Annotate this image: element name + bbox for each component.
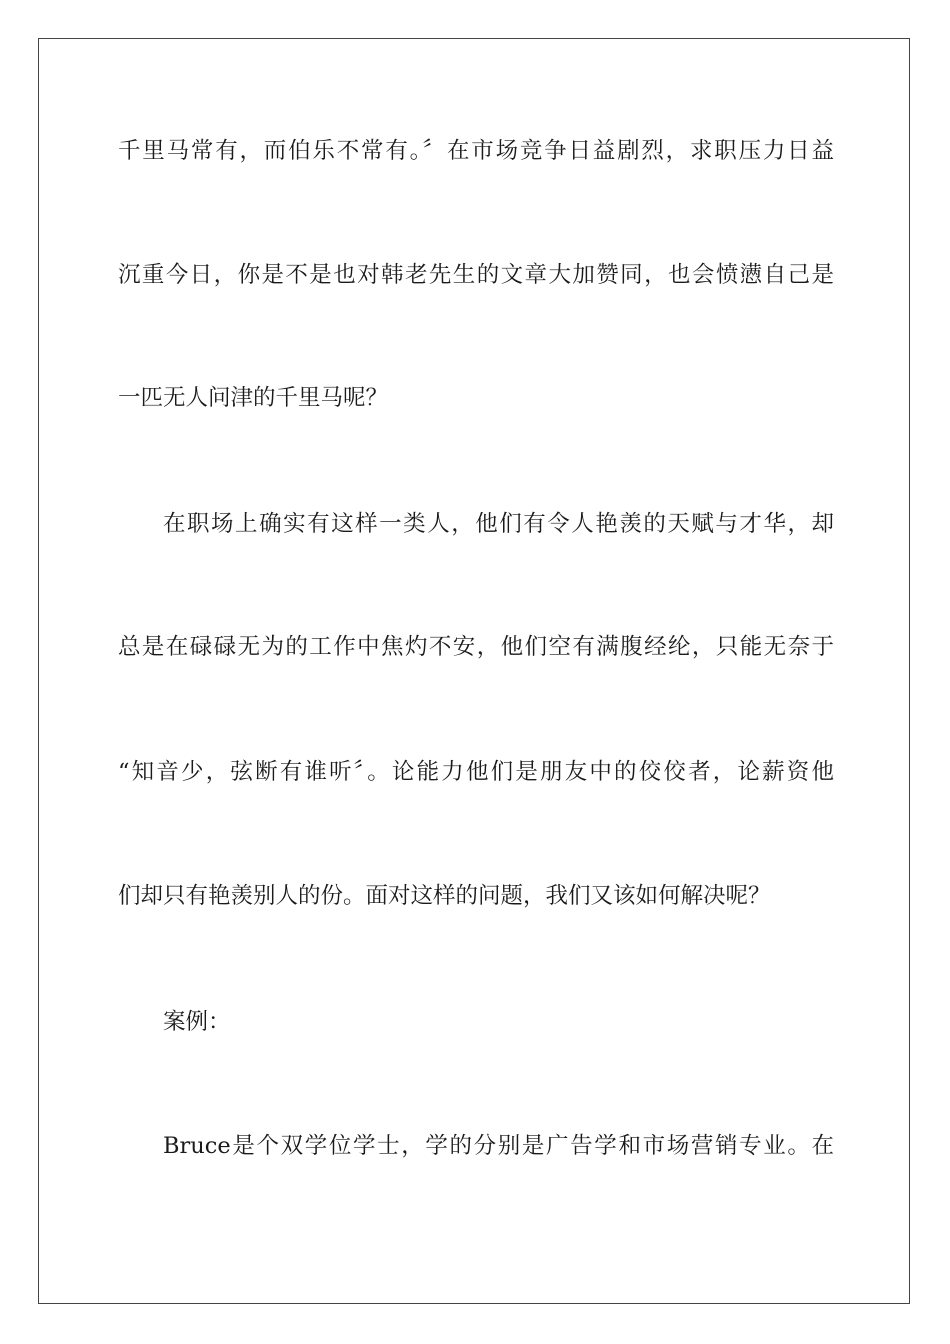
- paragraph-line: Bruce是个双学位学士，学的分别是广告学和市场营销专业。在: [163, 1133, 834, 1159]
- paragraph-line: 一匹无人问津的千里马呢？: [118, 385, 389, 411]
- paragraph-line: 千里马常有，而伯乐不常有。〞在市场竞争日益剧烈，求职压力日益: [118, 138, 834, 164]
- paragraph-line: 们却只有艳羡别人的份。面对这样的问题，我们又该如何解决呢？: [118, 883, 771, 909]
- paragraph-line: 沉重今日，你是不是也对韩老先生的文章大加赞同，也会愤懑自己是: [118, 262, 834, 288]
- page-border: [38, 38, 910, 1304]
- paragraph-line: 在职场上确实有这样一类人，他们有令人艳羡的天赋与才华，却: [163, 511, 834, 537]
- section-label: 案例：: [163, 1009, 231, 1035]
- paragraph-line: 总是在碌碌无为的工作中焦灼不安，他们空有满腹经纶，只能无奈于: [118, 634, 834, 660]
- paragraph-line: “知音少，弦断有谁听〞。论能力他们是朋友中的佼佼者，论薪资他: [118, 759, 834, 785]
